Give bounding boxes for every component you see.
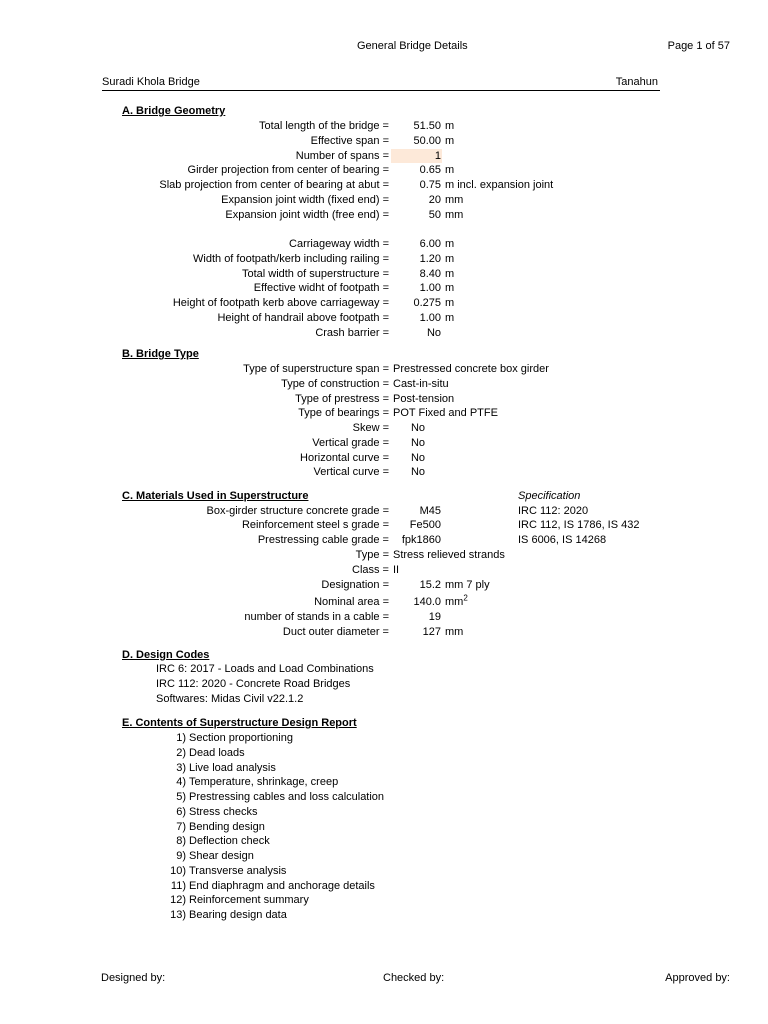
geometry-label: Width of footpath/kerb including railing = — [193, 252, 389, 265]
material-value: Stress relieved strands — [393, 549, 505, 561]
material-value: II — [393, 564, 400, 576]
material-value: 127 — [422, 626, 441, 638]
geometry-label: Effective widht of footpath = — [253, 282, 389, 295]
bridge-type-label: Vertical curve = — [313, 466, 389, 479]
bridge-type-value: Cast-in-situ — [393, 377, 449, 390]
contents-item-number: 6) — [176, 805, 186, 818]
contents-item-text: End diaphragm and anchorage details — [189, 879, 375, 892]
material-unit-text: mm — [445, 596, 464, 608]
bridge-type-label: Type of bearings = — [298, 407, 389, 420]
geometry-label: Height of handrail above footpath = — [217, 311, 389, 324]
material-specification: IS 6006, IS 14268 — [518, 534, 607, 546]
geometry-unit: m — [445, 252, 455, 265]
material-value: M45 — [419, 505, 441, 517]
geometry-unit: m — [445, 282, 455, 295]
material-label: Nominal area = — [314, 596, 389, 608]
contents-item-text: Prestressing cables and loss calculation — [189, 791, 385, 803]
geometry-value: 1.20 — [419, 252, 441, 265]
material-label: Box-girder structure concrete grade = — [206, 505, 389, 517]
specification-header: Specification — [518, 490, 581, 502]
geometry-label: Expansion joint width (fixed end) = — [221, 193, 389, 206]
geometry-value: 0.65 — [419, 164, 441, 177]
geometry-unit: m — [445, 120, 455, 132]
contents-item-number: 13) — [170, 909, 186, 921]
material-unit — [445, 595, 468, 609]
geometry-value: 1 — [434, 149, 441, 162]
contents-item-text: Live load analysis — [189, 761, 276, 774]
geometry-label: Girder projection from center of bearing = — [187, 164, 389, 177]
bridge-type-value: No — [410, 466, 425, 479]
design-code-line: IRC 112: 2020 - Concrete Road Bridges — [156, 677, 351, 690]
material-unit: mm — [445, 626, 464, 638]
geometry-label: Number of spans = — [295, 149, 389, 162]
geometry-value: 50.00 — [413, 134, 441, 147]
page-number: Page 1 of 57 — [667, 40, 730, 52]
contents-item-number: 2) — [176, 746, 186, 759]
material-value: 15.2 — [419, 579, 441, 591]
material-label: Class = — [352, 564, 389, 576]
bridge-type-value: POT Fixed and PTFE — [393, 407, 498, 420]
contents-item-number: 5) — [176, 791, 186, 803]
contents-item-number: 9) — [176, 850, 186, 862]
bridge-type-value: No — [410, 436, 425, 449]
material-label: Prestressing cable grade = — [257, 534, 389, 546]
geometry-label: Slab projection from center of bearing at abut = — [159, 179, 389, 191]
contents-item-number: 4) — [176, 776, 186, 789]
material-label: Reinforcement steel s grade = — [241, 519, 389, 531]
material-value: fpk1860 — [401, 534, 441, 546]
geometry-value: 51.50 — [413, 120, 441, 132]
geometry-label: Expansion joint width (free end) = — [225, 208, 389, 221]
contents-item-text: Temperature, shrinkage, creep — [189, 776, 339, 789]
contents-item-text: Bearing design data — [189, 909, 287, 921]
material-label: number of stands in a cable = — [244, 611, 389, 623]
section-contents-title: E. Contents of Superstructure Design Report — [122, 717, 357, 729]
project-name: Suradi Khola Bridge — [102, 76, 200, 88]
project-location: Tanahun — [615, 76, 658, 88]
unit-superscript: 2 — [463, 593, 468, 603]
material-label: Designation = — [321, 579, 389, 591]
geometry-value: 0.275 — [413, 297, 441, 309]
contents-item-text: Stress checks — [189, 805, 258, 818]
contents-item-text: Dead loads — [189, 746, 245, 759]
design-code-line: Softwares: Midas Civil v22.1.2 — [156, 692, 304, 705]
material-value: Fe500 — [409, 519, 441, 531]
bridge-type-value: Prestressed concrete box girder — [393, 363, 549, 375]
bridge-type-value: No — [410, 451, 425, 464]
contents-item-number: 12) — [170, 894, 186, 907]
material-unit: mm 7 ply — [445, 579, 490, 591]
bridge-type-label: Vertical grade = — [312, 436, 389, 449]
contents-item-text: Section proportioning — [189, 732, 293, 744]
contents-item-text: Deflection check — [189, 835, 270, 848]
contents-item-number: 3) — [176, 761, 186, 774]
geometry-label: Total length of the bridge = — [259, 120, 389, 132]
bridge-type-value: Post-tension — [393, 392, 455, 405]
contents-item-text: Bending design — [189, 820, 265, 833]
section-design-codes-title: D. Design Codes — [122, 649, 210, 661]
section-materials-title: C. Materials Used in Superstructure — [122, 490, 309, 502]
approved-by-label: Approved by: — [665, 972, 730, 984]
contents-item-text: Shear design — [189, 850, 254, 862]
material-specification: IRC 112: 2020 — [518, 505, 589, 517]
geometry-value: 20 — [428, 193, 441, 206]
contents-item-number: 10) — [170, 864, 186, 877]
designed-by-label: Designed by: — [101, 972, 166, 984]
bridge-type-label: Skew = — [352, 422, 389, 434]
geometry-unit: mm — [445, 193, 464, 206]
geometry-value: 6.00 — [419, 238, 441, 250]
geometry-value: 50 — [428, 208, 441, 221]
bridge-type-label: Type of prestress = — [295, 392, 389, 405]
geometry-unit: m — [445, 311, 455, 324]
checked-by-label: Checked by: — [383, 972, 445, 984]
material-label: Duct outer diameter = — [282, 626, 389, 638]
geometry-unit: mm — [445, 208, 464, 221]
material-value: 140.0 — [413, 596, 441, 608]
geometry-label: Carriageway width = — [289, 238, 389, 250]
geometry-unit: m — [445, 134, 455, 147]
document-title: General Bridge Details — [357, 40, 468, 52]
geometry-unit: m — [445, 267, 455, 280]
material-value: 19 — [428, 611, 441, 623]
contents-item-number: 1) — [176, 732, 186, 744]
section-geometry-title: A. Bridge Geometry — [122, 105, 226, 117]
geometry-value: 8.40 — [419, 267, 441, 280]
geometry-unit: m — [445, 297, 455, 309]
bridge-type-label: Horizontal curve = — [300, 451, 389, 464]
geometry-unit: m — [445, 238, 455, 250]
geometry-value: 1.00 — [419, 282, 441, 295]
design-code-line: IRC 6: 2017 - Loads and Load Combinations — [156, 663, 374, 675]
geometry-unit: m — [445, 164, 455, 177]
material-specification: IRC 112, IS 1786, IS 432 — [518, 519, 640, 531]
bridge-type-label: Type of superstructure span = — [243, 363, 389, 375]
geometry-label: Effective span = — [310, 134, 389, 147]
geometry-label: Total width of superstructure = — [241, 267, 389, 280]
contents-item-number: 7) — [176, 820, 186, 833]
geometry-unit: m incl. expansion joint — [445, 179, 554, 191]
contents-item-number: 11) — [170, 879, 186, 892]
contents-item-text: Reinforcement summary — [189, 894, 309, 907]
geometry-label: Height of footpath kerb above carriageway = — [172, 297, 389, 309]
geometry-label: Crash barrier = — [315, 326, 389, 339]
contents-item-text: Transverse analysis — [189, 864, 287, 877]
header-rule — [102, 90, 660, 91]
bridge-type-value: No — [410, 422, 425, 434]
geometry-value: 0.75 — [419, 179, 441, 191]
bridge-type-label: Type of construction = — [281, 377, 389, 390]
geometry-value: 1.00 — [419, 311, 441, 324]
geometry-value: No — [426, 326, 441, 339]
material-label: Type = — [355, 549, 389, 561]
section-bridge-type-title: B. Bridge Type — [122, 348, 199, 360]
contents-item-number: 8) — [176, 835, 186, 848]
